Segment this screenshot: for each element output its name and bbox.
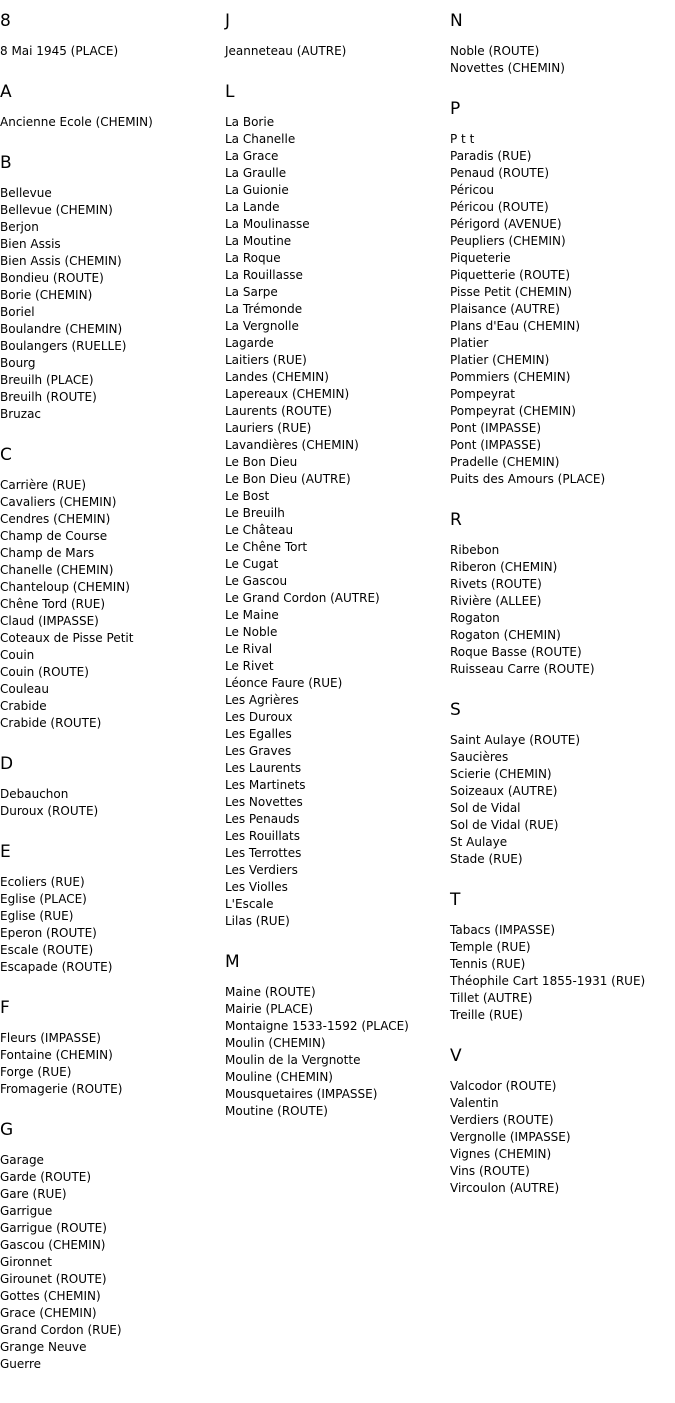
- street-item[interactable]: Puits des Amours (PLACE): [450, 472, 606, 486]
- street-item[interactable]: Lauriers (RUE): [225, 421, 312, 435]
- street-item[interactable]: La Vergnolle: [225, 319, 299, 333]
- section-letter-heading: N: [450, 11, 463, 31]
- street-item[interactable]: Pompeyrat (CHEMIN): [450, 404, 576, 418]
- street-item[interactable]: Crabide: [0, 699, 47, 713]
- street-item[interactable]: Peupliers (CHEMIN): [450, 234, 566, 248]
- street-item[interactable]: Péricou (ROUTE): [450, 200, 549, 214]
- section-letter-heading: B: [0, 153, 12, 173]
- street-item[interactable]: Couin (ROUTE): [0, 665, 89, 679]
- street-item[interactable]: Carrière (RUE): [0, 478, 87, 492]
- street-item[interactable]: Vergnolle (IMPASSE): [450, 1130, 571, 1144]
- street-item[interactable]: Saucières: [450, 750, 509, 764]
- street-item[interactable]: Les Verdiers: [225, 863, 298, 877]
- street-item[interactable]: Penaud (ROUTE): [450, 166, 550, 180]
- street-item[interactable]: Sol de Vidal: [450, 801, 521, 815]
- street-item[interactable]: Moulin de la Vergnotte: [225, 1053, 361, 1067]
- street-item[interactable]: La Borie: [225, 115, 275, 129]
- street-item[interactable]: Gottes (CHEMIN): [0, 1289, 101, 1303]
- street-item[interactable]: Bondieu (ROUTE): [0, 271, 104, 285]
- street-item[interactable]: La Rouillasse: [225, 268, 303, 282]
- street-item[interactable]: Bruzac: [0, 407, 42, 421]
- street-item[interactable]: Bellevue: [0, 186, 52, 200]
- street-item[interactable]: Forge (RUE): [0, 1065, 72, 1079]
- street-list: [225, 984, 447, 1120]
- street-item[interactable]: Les Violles: [225, 880, 288, 894]
- street-item[interactable]: Grange Neuve: [0, 1340, 87, 1354]
- street-item[interactable]: Valentin: [450, 1096, 499, 1110]
- street-item[interactable]: Jeanneteau (AUTRE): [225, 44, 347, 58]
- letter-section: [450, 890, 672, 1024]
- street-item[interactable]: Vircoulon (AUTRE): [450, 1181, 560, 1195]
- street-item[interactable]: Montaigne 1533-1592 (PLACE): [225, 1019, 409, 1033]
- street-item[interactable]: Garrigue (ROUTE): [0, 1221, 107, 1235]
- street-item[interactable]: Gare (RUE): [0, 1187, 67, 1201]
- street-list: [225, 43, 447, 60]
- section-letter-heading: M: [225, 952, 240, 972]
- street-item[interactable]: Guerre: [0, 1357, 42, 1371]
- street-item[interactable]: Sol de Vidal (RUE): [450, 818, 559, 832]
- street-item[interactable]: Gascou (CHEMIN): [0, 1238, 106, 1252]
- street-item[interactable]: Les Graves: [225, 744, 292, 758]
- street-item[interactable]: Pompeyrat: [450, 387, 515, 401]
- street-item[interactable]: Chêne Tord (RUE): [0, 597, 106, 611]
- street-item[interactable]: Laurents (ROUTE): [225, 404, 332, 418]
- street-item[interactable]: Le Rival: [225, 642, 273, 656]
- street-item[interactable]: Platier (CHEMIN): [450, 353, 550, 367]
- street-item[interactable]: Moulin (CHEMIN): [225, 1036, 326, 1050]
- street-item[interactable]: Gironnet: [0, 1255, 52, 1269]
- street-item[interactable]: La Grace: [225, 149, 279, 163]
- street-item[interactable]: Le Gascou: [225, 574, 288, 588]
- street-item[interactable]: Girounet (ROUTE): [0, 1272, 107, 1286]
- section-letter-heading: J: [225, 11, 231, 31]
- letter-section: [0, 842, 222, 976]
- section-letter-heading: E: [0, 842, 11, 862]
- street-list: [0, 1030, 222, 1098]
- street-item[interactable]: Fontaine (CHEMIN): [0, 1048, 113, 1062]
- street-item[interactable]: Roque Basse (ROUTE): [450, 645, 582, 659]
- street-list: [450, 732, 672, 868]
- street-item[interactable]: Les Duroux: [225, 710, 293, 724]
- street-item[interactable]: Tennis (RUE): [450, 957, 526, 971]
- street-item[interactable]: Ruisseau Carre (ROUTE): [450, 662, 595, 676]
- street-item[interactable]: Rogaton (CHEMIN): [450, 628, 561, 642]
- street-item[interactable]: La Graulle: [225, 166, 287, 180]
- street-list: [225, 114, 447, 930]
- street-list: [0, 786, 222, 820]
- street-item[interactable]: Cavaliers (CHEMIN): [0, 495, 117, 509]
- street-item[interactable]: Laitiers (RUE): [225, 353, 307, 367]
- street-item[interactable]: Champ de Course: [0, 529, 108, 543]
- street-item[interactable]: Pradelle (CHEMIN): [450, 455, 560, 469]
- section-letter-heading: C: [0, 445, 12, 465]
- street-item[interactable]: Les Rouillats: [225, 829, 300, 843]
- street-item[interactable]: Temple (RUE): [450, 940, 531, 954]
- street-item[interactable]: Péricou: [450, 183, 495, 197]
- street-column-1: [0, 0, 222, 1395]
- letter-section: [225, 11, 447, 60]
- street-item[interactable]: Le Cugat: [225, 557, 279, 571]
- letter-section: [0, 11, 222, 60]
- street-item[interactable]: Verdiers (ROUTE): [450, 1113, 554, 1127]
- section-letter-heading: G: [0, 1120, 14, 1140]
- street-item[interactable]: Escale (ROUTE): [0, 943, 94, 957]
- street-item[interactable]: Fleurs (IMPASSE): [0, 1031, 101, 1045]
- street-item[interactable]: Vignes (CHEMIN): [450, 1147, 552, 1161]
- letter-section: [450, 510, 672, 678]
- street-item[interactable]: Chanelle (CHEMIN): [0, 563, 114, 577]
- letter-section: [450, 99, 672, 488]
- street-item[interactable]: Les Novettes: [225, 795, 303, 809]
- street-item[interactable]: Le Chêne Tort: [225, 540, 308, 554]
- street-item[interactable]: Couin: [0, 648, 35, 662]
- street-list: [0, 477, 222, 732]
- street-item[interactable]: Les Martinets: [225, 778, 306, 792]
- section-letter-heading: D: [0, 754, 14, 774]
- street-item[interactable]: Tabacs (IMPASSE): [450, 923, 556, 937]
- street-item[interactable]: Mouline (CHEMIN): [225, 1070, 333, 1084]
- street-item[interactable]: Crabide (ROUTE): [0, 716, 102, 730]
- street-item[interactable]: Bien Assis (CHEMIN): [0, 254, 122, 268]
- street-list: [0, 874, 222, 976]
- street-item[interactable]: Landes (CHEMIN): [225, 370, 329, 384]
- street-item[interactable]: Lavandières (CHEMIN): [225, 438, 359, 452]
- street-item[interactable]: Grace (CHEMIN): [0, 1306, 97, 1320]
- street-list: [0, 1152, 222, 1373]
- street-item[interactable]: Lapereaux (CHEMIN): [225, 387, 350, 401]
- letter-section: [450, 700, 672, 868]
- street-list: [0, 185, 222, 423]
- street-list: [450, 542, 672, 678]
- street-item[interactable]: Mairie (PLACE): [225, 1002, 314, 1016]
- street-item[interactable]: Plans d'Eau (CHEMIN): [450, 319, 581, 333]
- street-item[interactable]: Soizeaux (AUTRE): [450, 784, 558, 798]
- street-item[interactable]: Chanteloup (CHEMIN): [0, 580, 130, 594]
- street-item[interactable]: Debauchon: [0, 787, 69, 801]
- letter-section: [225, 82, 447, 930]
- letter-section: [0, 153, 222, 423]
- section-letter-heading: 8: [0, 11, 11, 31]
- street-item[interactable]: Bien Assis: [0, 237, 61, 251]
- letter-section: [0, 82, 222, 131]
- letter-section: [450, 11, 672, 77]
- street-item[interactable]: P t t: [450, 132, 475, 146]
- letter-section: [450, 1046, 672, 1197]
- street-list: [450, 1078, 672, 1197]
- street-item[interactable]: Stade (RUE): [450, 852, 523, 866]
- street-item[interactable]: Eglise (RUE): [0, 909, 74, 923]
- street-item[interactable]: Léonce Faure (RUE): [225, 676, 343, 690]
- street-item[interactable]: Pisse Petit (CHEMIN): [450, 285, 572, 299]
- street-item[interactable]: Plaisance (AUTRE): [450, 302, 560, 316]
- street-item[interactable]: Coteaux de Pisse Petit: [0, 631, 134, 645]
- street-item[interactable]: Pont (IMPASSE): [450, 421, 542, 435]
- street-item[interactable]: Berjon: [0, 220, 39, 234]
- street-item[interactable]: Scierie (CHEMIN): [450, 767, 552, 781]
- street-item[interactable]: Rivets (ROUTE): [450, 577, 542, 591]
- section-letter-heading: V: [450, 1046, 462, 1066]
- street-item[interactable]: Vins (ROUTE): [450, 1164, 530, 1178]
- street-item[interactable]: Valcodor (ROUTE): [450, 1079, 557, 1093]
- street-column-2: [225, 0, 447, 1142]
- street-item[interactable]: Lilas (RUE): [225, 914, 290, 928]
- section-letter-heading: L: [225, 82, 235, 102]
- street-item[interactable]: Ecoliers (RUE): [0, 875, 85, 889]
- street-item[interactable]: Ribebon: [450, 543, 500, 557]
- street-item[interactable]: Novettes (CHEMIN): [450, 61, 565, 75]
- street-item[interactable]: Le Bost: [225, 489, 270, 503]
- street-item[interactable]: Eglise (PLACE): [0, 892, 87, 906]
- street-item[interactable]: Platier: [450, 336, 489, 350]
- street-item[interactable]: Saint Aulaye (ROUTE): [450, 733, 581, 747]
- street-item[interactable]: Le Rivet: [225, 659, 274, 673]
- street-item[interactable]: Le Maine: [225, 608, 279, 622]
- street-item[interactable]: Les Egalles: [225, 727, 292, 741]
- street-item[interactable]: Champ de Mars: [0, 546, 95, 560]
- street-item[interactable]: Breuilh (PLACE): [0, 373, 94, 387]
- street-item[interactable]: Le Grand Cordon (AUTRE): [225, 591, 380, 605]
- street-item[interactable]: Boulangers (RUELLE): [0, 339, 127, 353]
- street-item[interactable]: La Moutine: [225, 234, 292, 248]
- section-letter-heading: P: [450, 99, 461, 119]
- street-item[interactable]: Bourg: [0, 356, 36, 370]
- street-item[interactable]: Paradis (RUE): [450, 149, 532, 163]
- street-item[interactable]: Cendres (CHEMIN): [0, 512, 111, 526]
- street-item[interactable]: Piqueterie: [450, 251, 511, 265]
- street-item[interactable]: 8 Mai 1945 (PLACE): [0, 44, 119, 58]
- street-item[interactable]: La Moulinasse: [225, 217, 310, 231]
- street-item[interactable]: Le Bon Dieu (AUTRE): [225, 472, 351, 486]
- street-item[interactable]: La Lande: [225, 200, 280, 214]
- street-item[interactable]: L'Escale: [225, 897, 274, 911]
- street-item[interactable]: Riberon (CHEMIN): [450, 560, 558, 574]
- street-item[interactable]: Les Penauds: [225, 812, 300, 826]
- street-item[interactable]: Le Bon Dieu: [225, 455, 298, 469]
- street-item[interactable]: Piquetterie (ROUTE): [450, 268, 571, 282]
- section-letter-heading: R: [450, 510, 462, 530]
- street-item[interactable]: Escapade (ROUTE): [0, 960, 113, 974]
- section-letter-heading: A: [0, 82, 12, 102]
- street-item[interactable]: Le Château: [225, 523, 294, 537]
- letter-section: [0, 445, 222, 732]
- street-item[interactable]: La Chanelle: [225, 132, 296, 146]
- street-item[interactable]: La Guionie: [225, 183, 289, 197]
- street-item[interactable]: Rogaton: [450, 611, 500, 625]
- street-item[interactable]: Garage: [0, 1153, 44, 1167]
- street-item[interactable]: Treille (RUE): [450, 1008, 523, 1022]
- street-item[interactable]: Noble (ROUTE): [450, 44, 540, 58]
- street-item[interactable]: Moutine (ROUTE): [225, 1104, 328, 1118]
- street-item[interactable]: Boulandre (CHEMIN): [0, 322, 123, 336]
- section-letter-heading: F: [0, 998, 10, 1018]
- street-item[interactable]: Garrigue: [0, 1204, 53, 1218]
- letter-section: [0, 1120, 222, 1373]
- street-item[interactable]: La Sarpe: [225, 285, 278, 299]
- section-letter-heading: S: [450, 700, 461, 720]
- street-item[interactable]: Tillet (AUTRE): [450, 991, 533, 1005]
- street-item[interactable]: Les Laurents: [225, 761, 302, 775]
- street-item[interactable]: Breuilh (ROUTE): [0, 390, 97, 404]
- street-column-3: [450, 0, 672, 1219]
- street-item[interactable]: Théophile Cart 1855-1931 (RUE): [450, 974, 646, 988]
- letter-section: [0, 754, 222, 820]
- street-item[interactable]: Fromagerie (ROUTE): [0, 1082, 123, 1096]
- street-item[interactable]: Le Breuilh: [225, 506, 285, 520]
- street-list: [450, 922, 672, 1024]
- street-item[interactable]: Les Agrières: [225, 693, 299, 707]
- street-item[interactable]: Couleau: [0, 682, 50, 696]
- street-item[interactable]: St Aulaye: [450, 835, 508, 849]
- street-item[interactable]: Rivière (ALLEE): [450, 594, 542, 608]
- letter-section: [225, 952, 447, 1120]
- section-letter-heading: T: [450, 890, 461, 910]
- street-item[interactable]: Eperon (ROUTE): [0, 926, 97, 940]
- street-item[interactable]: Bellevue (CHEMIN): [0, 203, 113, 217]
- street-item[interactable]: La Roque: [225, 251, 281, 265]
- street-item[interactable]: Boriel: [0, 305, 35, 319]
- street-list: [450, 43, 672, 77]
- street-item[interactable]: Les Terrottes: [225, 846, 302, 860]
- street-item[interactable]: Grand Cordon (RUE): [0, 1323, 122, 1337]
- letter-section: [0, 998, 222, 1098]
- street-item[interactable]: Garde (ROUTE): [0, 1170, 92, 1184]
- street-item[interactable]: Lagarde: [225, 336, 274, 350]
- street-item[interactable]: Le Noble: [225, 625, 278, 639]
- street-item[interactable]: Claud (IMPASSE): [0, 614, 99, 628]
- street-item[interactable]: Mousquetaires (IMPASSE): [225, 1087, 378, 1101]
- street-list: [0, 43, 222, 60]
- street-item[interactable]: Maine (ROUTE): [225, 985, 316, 999]
- street-item[interactable]: La Trémonde: [225, 302, 303, 316]
- street-item[interactable]: Duroux (ROUTE): [0, 804, 99, 818]
- street-list: [0, 114, 222, 131]
- street-item[interactable]: Pont (IMPASSE): [450, 438, 542, 452]
- street-item[interactable]: Périgord (AVENUE): [450, 217, 562, 231]
- street-item[interactable]: Borie (CHEMIN): [0, 288, 93, 302]
- street-item[interactable]: Pommiers (CHEMIN): [450, 370, 571, 384]
- street-list: [450, 131, 672, 488]
- street-item[interactable]: Ancienne Ecole (CHEMIN): [0, 115, 153, 129]
